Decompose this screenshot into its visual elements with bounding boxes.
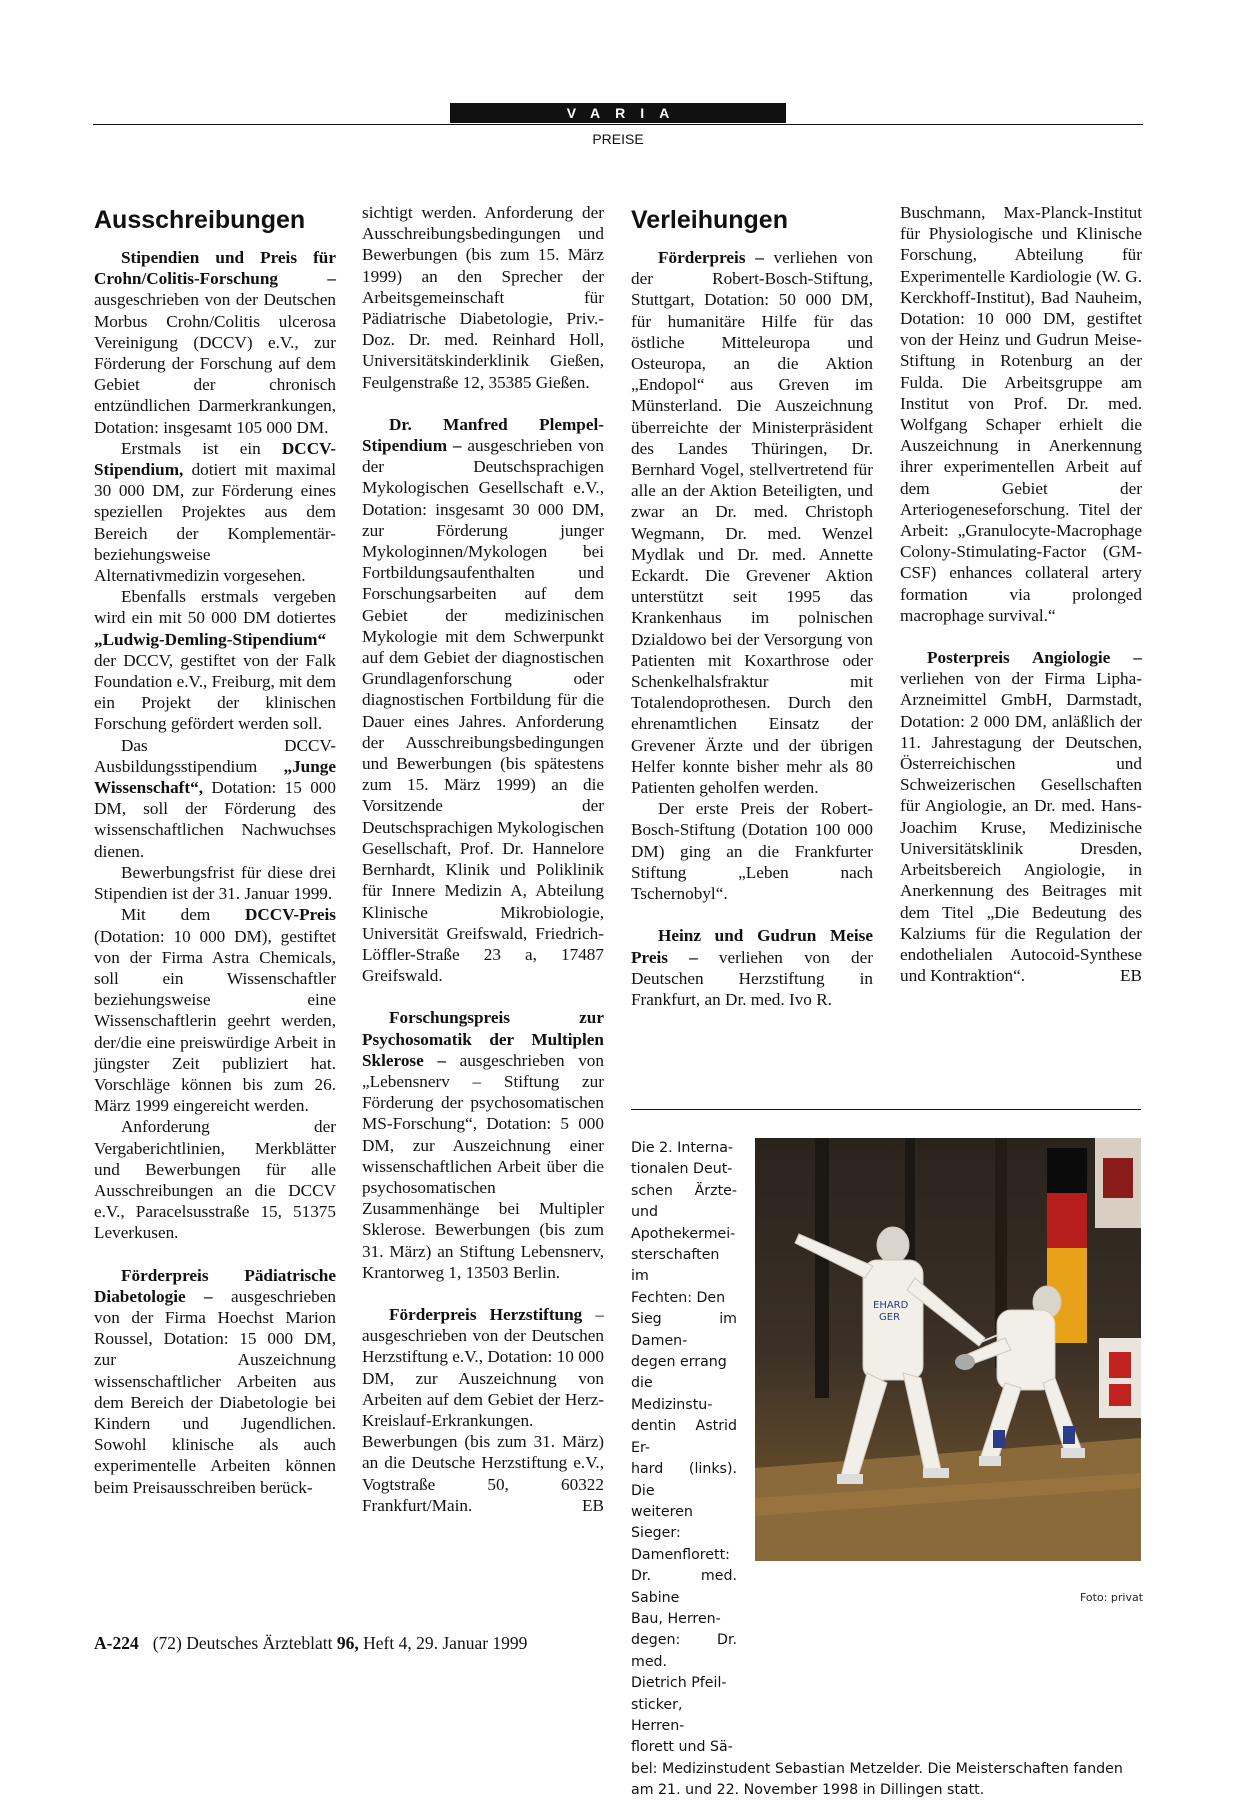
photo-rule bbox=[631, 1109, 1141, 1110]
lead-bold: Forschungspreis zur Psychosomatik der Multiplen Sklerose – bbox=[362, 1008, 604, 1070]
caption-line: hard (links). Die bbox=[631, 1461, 737, 1499]
page-number: A-224 bbox=[94, 1633, 139, 1653]
paragraph bbox=[631, 247, 873, 798]
paragraph bbox=[631, 925, 873, 1010]
paragraph bbox=[900, 647, 1142, 986]
caption-line: Dr. med. Sabine bbox=[631, 1568, 737, 1606]
paragraph-text: Mit dem bbox=[121, 905, 245, 925]
fencing-scene-illustration bbox=[755, 1138, 1141, 1561]
paragraph-text: Ebenfalls erstmals vergeben wird ein mit 50 000 DM dotiertes bbox=[94, 587, 336, 628]
inline-bold: „Ludwig-Demling-Stipendium“ bbox=[94, 629, 327, 649]
paragraph bbox=[94, 735, 336, 862]
column-4 bbox=[900, 202, 1142, 986]
caption-line: degen: Dr. med. bbox=[631, 1632, 737, 1670]
fencing-photo bbox=[755, 1138, 1141, 1561]
paragraph: sichtigt werden. Anforderung der Ausschreibungsbedingungen und Bewerbungen (bis zum 15. März 1999) an den Sprecher der Arbeitsgemeinschaft für Pädiatrische Diabetologie, Priv.-Doz. Dr. med. Reinhard Holl, Universitätskinderklinik Gießen, Feulgenstraße 12, 35385 Gießen. bbox=[362, 203, 604, 392]
paragraph-text: Dotation: 15 000 DM, soll der Förderung des wissenschaftlichen Nachwuchses dienen. bbox=[94, 778, 336, 861]
paragraph bbox=[362, 1304, 604, 1516]
heading-ausschreibungen: Ausschreibungen bbox=[94, 206, 306, 234]
caption-line: Bau, Herren- bbox=[631, 1610, 721, 1627]
caption-line: tionalen Deut- bbox=[631, 1161, 733, 1178]
citation-volume: 96, bbox=[336, 1633, 359, 1653]
inline-bold: DCCV-Preis bbox=[244, 905, 336, 925]
paragraph bbox=[94, 904, 336, 1116]
paragraph: Anforderung der Vergaberichtlinien, Merkblätter und Bewerbungen für alle Ausschreibungen an die DCCV e.V., Paracelsusstraße 15, 51375 Leverkusen. bbox=[94, 1117, 336, 1243]
section-banner: VARIA bbox=[450, 103, 786, 123]
caption-line: schen Ärzte- und bbox=[631, 1182, 737, 1221]
paragraph-text: Erstmals ist ein bbox=[121, 438, 282, 458]
paragraph bbox=[362, 414, 604, 986]
inline-bold: DCCV-Stipendium, bbox=[94, 438, 336, 480]
paragraph bbox=[94, 438, 336, 586]
caption-full-width: bel: Medizinstudent Sebastian Metzelder. Die Meisterschaften fanden am 21. und 22. November 1998 in Dillingen statt. bbox=[631, 1760, 1123, 1799]
author-sign: EB bbox=[1120, 966, 1142, 986]
paragraph-text: ausgeschrieben von der Deutschsprachigen Mykologischen Gesellschaft e.V., Dotation: insgesamt 30 000 DM, zur Förderung junger Mykologinnen/Mykologen bei Fortbildungsaufenthalten und Forschungsarbeiten auf dem Gebiet der medizinischen Mykologie mit dem Schwerpunkt auf dem Gebiet der diagnostischen Grundlagenforschung oder diagnostischen Fortbildung für die Dauer eines Jahres. Anforderung der Ausschreibungsbedingungen und Bewerbungen (bis spätestens zum 15. März 1999) an die Vorsitzende der Deutschsprachigen Mykologischen Gesellschaft, Prof. Dr. Hannelore Bernhardt, Klinik und Poliklinik für Innere Medizin A, Abteilung Klinische Mikrobiologie, Universität Greifswald, Friedrich-Löffler-Straße 23 a, 17487 Greifswald. bbox=[362, 436, 605, 986]
page-footer bbox=[94, 1633, 527, 1654]
caption-narrow-column bbox=[631, 1138, 737, 1759]
paragraph-text: verliehen von der Firma Lipha-Arzneimittel GmbH, Darmstadt, Dotation: 2 000 DM, anläßlich der 11. Jahrestagung der Deutschen, Österreichischen und Schweizerischen Gesellschaften für Angiologie, an Dr. med. Hans-Joachim Kruse, Medizinische Universitätsklinik Dresden, Arbeitsbereich Angiologie, in Anerkennung des Beitrages mit dem Titel „Die Bedeutung des Kalziums für die Regulation der endothelialen Autocoid-Synthese und Kontraktion“. bbox=[900, 669, 1142, 986]
caption-line: Apothekermei- bbox=[631, 1225, 736, 1242]
flag-red-stripe bbox=[1047, 1193, 1087, 1248]
paragraph-text: ausgeschrieben von „Lebensnerv – Stiftung zur Förderung der psychosomatischen MS-Forschung“, Dotation: 5 000 DM, zur Auszeichnung einer wissenschaftlichen Arbeit über die psychosomatischen Zusammenhänge bei Multipler Sklerose. Bewerbungen (bis zum 31. März) an Stiftung Lebensnerv, Krantorweg 1, 13503 Berlin. bbox=[362, 1050, 604, 1282]
citation-journal: (72) Deutsches Ärzteblatt bbox=[152, 1633, 337, 1653]
header-rule bbox=[93, 124, 1143, 125]
paragraph: Buschmann, Max-Planck-Institut für Physiologische und Klinische Forschung, Abteilung für Experimentelle Kardiologie (W. G. Kerckhoff-Institut), Bad Nauheim, Dotation: 10 000 DM, gestiftet von der Heinz und Gudrun Meise-Stiftung in Rotenburg an der Fulda. Die Arbeitsgruppe am Institut von Prof. Dr. med. Wolfgang Schaper erhielt die Auszeichnung in Anerkennung ihrer experimentellen Arbeit auf dem Gebiet der Arteriogeneseforschung. Titel der Arbeit: „Granulocyte-Macrophage Colony-Stimulating-Factor (GM-CSF) enhances collateral artery formation via prolonged macrophage survival.“ bbox=[900, 203, 1142, 625]
inline-bold: „Junge Wissenschaft“, bbox=[94, 756, 336, 798]
paragraph-text: verliehen von der Deutschen Herzstiftung in Frankfurt, an Dr. med. Ivo R. bbox=[631, 947, 873, 1009]
paragraph bbox=[94, 1265, 336, 1498]
lead-bold: Förderpreis Herzstiftung bbox=[389, 1304, 583, 1324]
caption-line: Fechten: Den bbox=[631, 1289, 726, 1306]
caption-line: dentin Astrid Er- bbox=[631, 1418, 737, 1456]
citation bbox=[153, 1633, 528, 1653]
lead-bold: Dr. Manfred Plempel-Stipendium – bbox=[362, 414, 604, 456]
caption-line: Die 2. Interna- bbox=[631, 1140, 734, 1156]
paragraph-text: – ausgeschrieben von der Deutschen Herzstiftung e.V., Dotation: 10 000 DM, zur Auszeichnung von Arbeiten auf dem Gebiet der Herz-Kreislauf-Erkrankungen. Bewerbungen (bis zum 31. März) an die Deutsche Herzstiftung e.V., Vogtstraße 50, 60322 Frankfurt/Main. bbox=[362, 1304, 605, 1515]
jersey-country: GER bbox=[879, 1312, 901, 1323]
caption-line: Dietrich Pfeil- bbox=[631, 1675, 727, 1692]
paragraph-text: ausgeschrieben von der Deutschen Morbus Crohn/Colitis ulcerosa Vereinigung (DCCV) e.V., zur Förderung der Forschung auf dem Gebiet der chronisch entzündlichen Darmerkrankungen, Dotation: insgesamt 105 000 DM. bbox=[94, 290, 336, 437]
paragraph: Bewerbungsfrist für diese drei Stipendien ist der 31. Januar 1999. bbox=[94, 862, 336, 904]
paragraph bbox=[362, 1007, 604, 1283]
lead-bold: Förderpreis – bbox=[658, 248, 764, 267]
caption-line: die Medizinstu- bbox=[631, 1375, 713, 1413]
author-sign: EB bbox=[582, 1495, 604, 1515]
paragraph-text: der DCCV, gestiftet von der Falk Foundation e.V., Freiburg, mit dem ein Projekt der klinischen Forschung gefördert werden soll. bbox=[94, 650, 336, 734]
column-3 bbox=[631, 205, 873, 1010]
paragraph bbox=[94, 247, 336, 438]
paragraph-text: Das DCCV-Ausbildungsstipendium bbox=[94, 735, 336, 776]
flag-black-stripe bbox=[1047, 1148, 1087, 1193]
paragraph bbox=[94, 586, 336, 734]
lead-bold: Posterpreis Angiologie – bbox=[927, 648, 1142, 668]
paragraph-text: dotiert mit maximal 30 000 DM, zur Förderung eines speziellen Projektes aus dem Bereich der Komplementär- beziehungsweise Alternativmedizin vorgesehen. bbox=[94, 460, 336, 586]
lead-bold: Heinz und Gudrun Meise Preis – bbox=[631, 926, 873, 967]
caption-line: degen errang bbox=[631, 1354, 727, 1371]
caption-line: Sieg im Damen- bbox=[631, 1311, 737, 1349]
paragraph-text: ausgeschrieben von der Firma Hoechst Marion Roussel, Dotation: 15 000 DM, zur Auszeichnung wissenschaftlicher Arbeiten aus dem Bereich der Diabetologie bei Kindern und Jugendlichen. Sowohl klinische als auch experimentelle Arbeiten können beim Preisausschreiben berück- bbox=[94, 1286, 336, 1497]
caption-line: florett und Sä- bbox=[631, 1739, 733, 1756]
subsection-label: PREISE bbox=[592, 131, 644, 147]
lead-bold: Stipendien und Preis für Crohn/Colitis-Forschung – bbox=[94, 248, 336, 289]
citation-issue: Heft 4, 29. Januar 1999 bbox=[358, 1633, 528, 1653]
heading-verleihungen: Verleihungen bbox=[631, 206, 788, 234]
column-2 bbox=[362, 202, 604, 1516]
caption-line: sticker, Herren- bbox=[631, 1696, 685, 1734]
lead-bold: Förderpreis Pädiatrische Diabetologie – bbox=[94, 1265, 336, 1306]
caption-line: sterschaften im bbox=[631, 1247, 720, 1285]
caption-line: weiteren Sieger: bbox=[631, 1503, 693, 1542]
paragraph: Der erste Preis der Robert-Bosch-Stiftung (Dotation 100 000 DM) ging an die Frankfurter Stiftung „Leben nach Tschernobyl“. bbox=[631, 799, 873, 904]
column-1 bbox=[94, 205, 336, 1498]
paragraph-text: verliehen von der Robert-Bosch-Stiftung, Stuttgart, Dotation: 50 000 DM, für humanitäre Hilfe für das östliche Mitteleuropa und Osteuropa, an die Aktion „Endopol“ aus Greven im Münsterland. Die Auszeichnung überreichte der Ministerpräsident des Landes Thüringen, Dr. Bernhard Vogel, stellvertretend für alle an der Aktion Beteiligten, und zwar an Dr. med. Christoph Wegmann, Dr. med. Wenzel Mydlak und Dr. med. Annette Eckardt. Die Grevener Aktion unterstützt seit 1995 das Krankenhaus im polnischen Dzialdowo bei der Versorgung von Patienten mit Koxarthrose oder Schenkelhalsfraktur mit Totalendoprothesen. Durch den ehrenamtlichen Einsatz der Grevener Ärzte und der übrigen Helfer konnte bisher mehr als 80 Patienten geholfen werden. bbox=[631, 248, 873, 798]
caption-line: Damenflorett: bbox=[631, 1546, 730, 1563]
paragraph-text: (Dotation: 10 000 DM), gestiftet von der Firma Astra Chemicals, soll ein Wissenschaftler beziehungsweise eine Wissenschaftlerin geehrt werden, der/die eine preiswürdige Arbeit in jüngster Zeit publiziert hat. Vorschläge können bis zum 26. März 1999 eingereicht werden. bbox=[94, 926, 336, 1116]
photo-credit: Foto: privat bbox=[1080, 1591, 1144, 1604]
jersey-label: EHARD bbox=[873, 1300, 909, 1311]
